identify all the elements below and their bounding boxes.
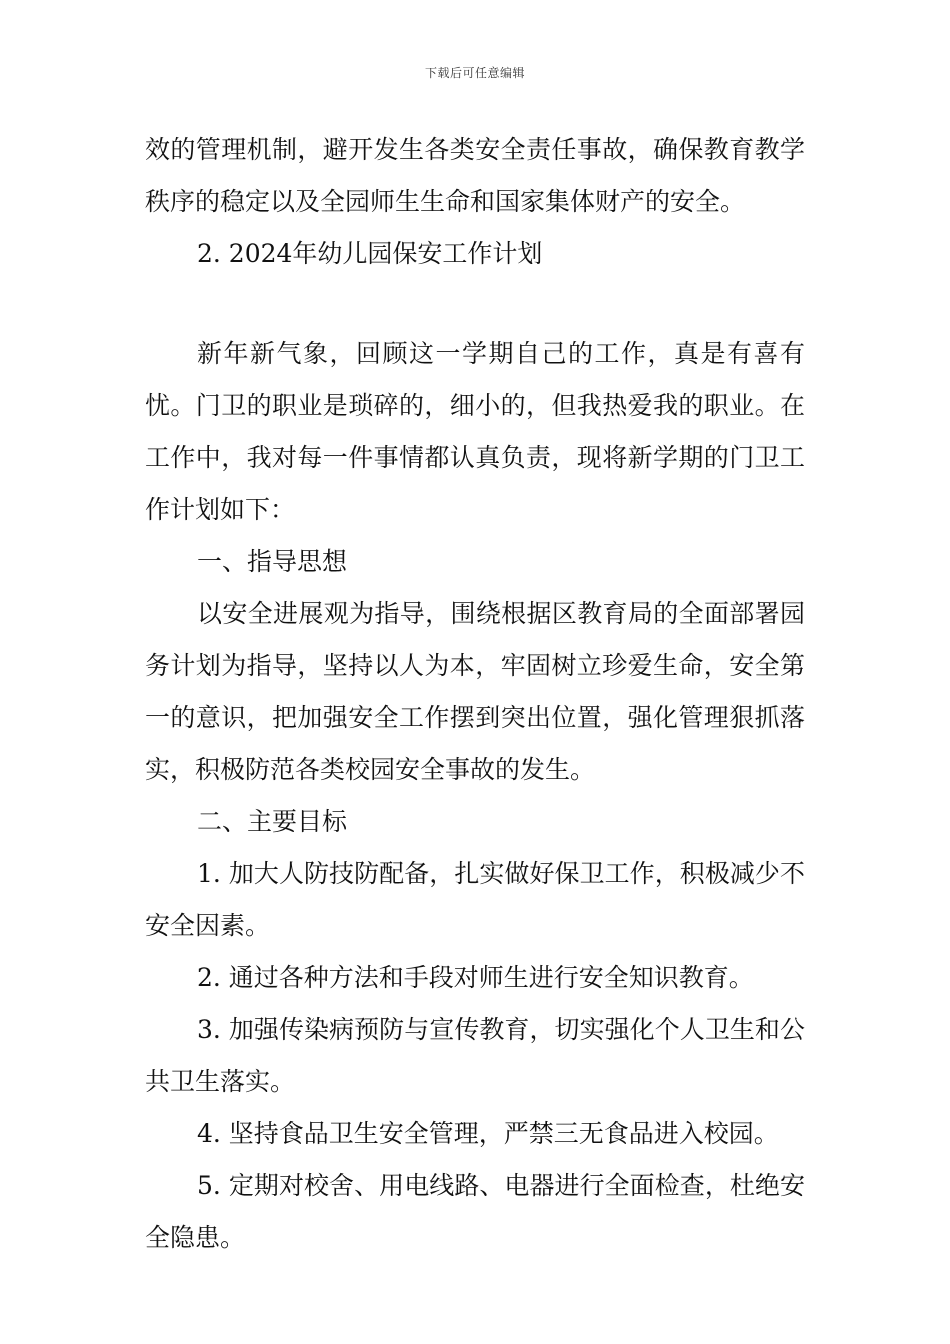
paragraph-intro: 新年新气象，回顾这一学期自己的工作，真是有喜有忧。门卫的职业是琐碎的，细小的，但我热爱我的职业。在工作中，我对每一件事情都认真负责，现将新学期的门卫工作计划如下： (145, 339, 805, 524)
heading-main-goals: 二、主要目标 (197, 807, 348, 836)
goal-item-3: 3. 加强传染病预防与宣传教育，切实强化个人卫生和公共卫生落实。 (145, 1015, 805, 1096)
paragraph-guiding-ideology: 以安全进展观为指导，围绕根据区教育局的全面部署园务计划为指导，坚持以人为本，牢固树立珍爱生命，安全第一的意识，把加强安全工作摆到突出位置，强化管理狠抓落实，积极防范各类校园安全事故的发生。 (145, 599, 805, 784)
goal-item-5: 5. 定期对校舍、用电线路、电器进行全面检查，杜绝安全隐患。 (145, 1171, 805, 1252)
heading-guiding-ideology: 一、指导思想 (197, 547, 348, 576)
section-title-2024-plan: 2. 2024年幼儿园保安工作计划 (197, 239, 543, 268)
goal-item-4: 4. 坚持食品卫生安全管理，严禁三无食品进入校园。 (197, 1119, 779, 1148)
goal-item-1: 1. 加大人防技防配备，扎实做好保卫工作，积极减少不安全因素。 (145, 859, 805, 940)
document-body (145, 124, 805, 1264)
page-header: 下载后可任意编辑 (424, 66, 525, 80)
goal-item-2: 2. 通过各种方法和手段对师生进行安全知识教育。 (197, 963, 754, 992)
blank-gap (145, 280, 805, 328)
paragraph-continuation: 效的管理机制，避开发生各类安全责任事故，确保教育教学秩序的稳定以及全园师生生命和国家集体财产的安全。 (145, 135, 805, 216)
